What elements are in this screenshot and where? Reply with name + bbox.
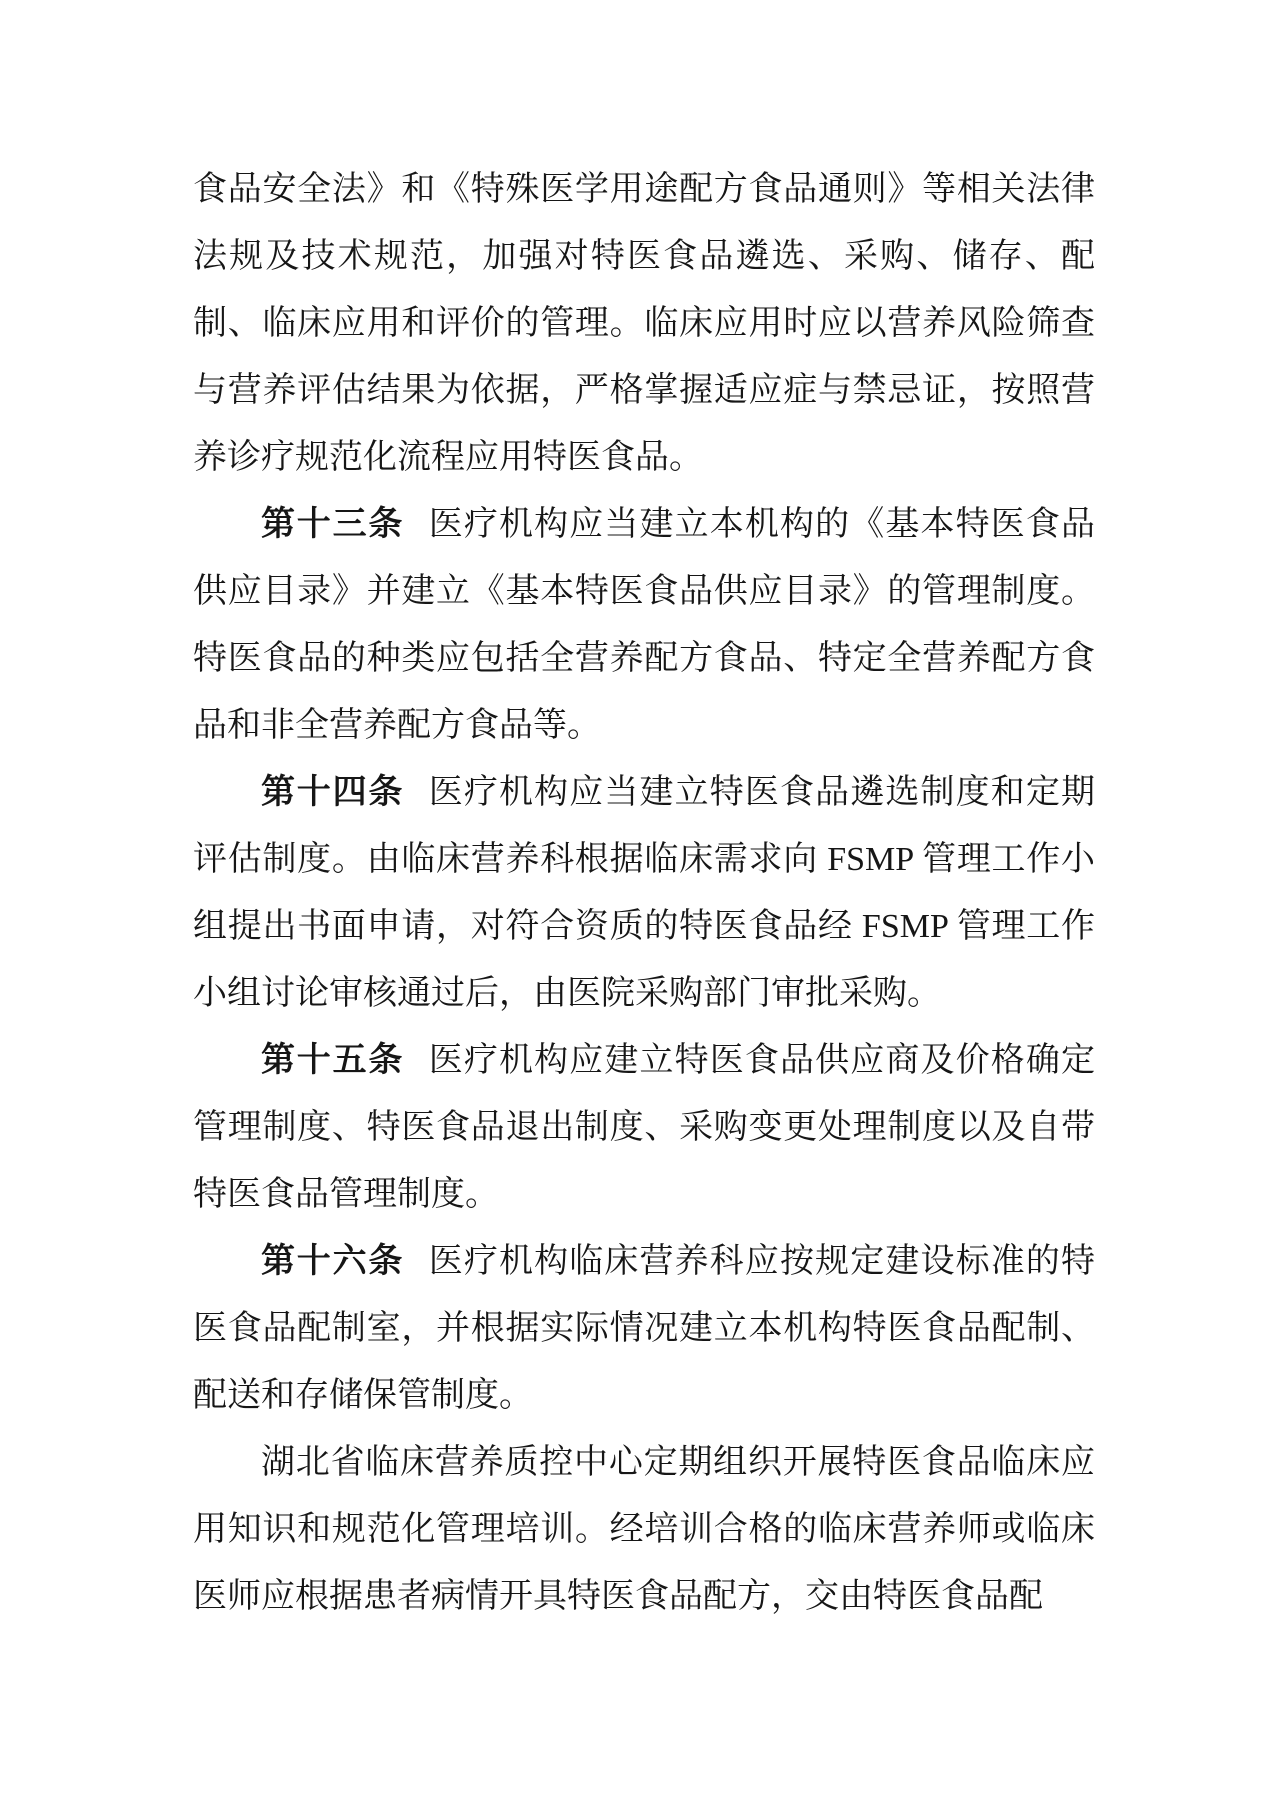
- paragraph-text: 医疗机构应建立特医食品供应商及价格确定管理制度、特医食品退出制度、采购变更处理制度以及自带特医食品管理制度。: [193, 1042, 1095, 1213]
- article-number-heading: 第十六条: [261, 1242, 405, 1280]
- paragraph-text: 食品安全法》和《特殊医学用途配方食品通则》等相关法律法规及技术规范，加强对特医食品遴选、采购、储存、配制、临床应用和评价的管理。临床应用时应以营养风险筛查与营养评估结果为依据，严格掌握适应症与禁忌证，按照营养诊疗规范化流程应用特医食品。: [193, 171, 1095, 476]
- paragraph-text: 湖北省临床营养质控中心定期组织开展特医食品临床应用知识和规范化管理培训。经培训合格的临床营养师或临床医师应根据患者病情开具特医食品配方，交由特医食品配: [193, 1444, 1095, 1615]
- paragraph-text: 医疗机构应当建立特医食品遴选制度和定期评估制度。由临床营养科根据临床需求向 FSMP 管理工作小组提出书面申请，对符合资质的特医食品经 FSMP 管理工作小组讨论审核通过后，由医院采购部门审批采购。: [193, 774, 1095, 1012]
- paragraph-text: 医疗机构应当建立本机构的《基本特医食品供应目录》并建立《基本特医食品供应目录》的管理制度。特医食品的种类应包括全营养配方食品、特定全营养配方食品和非全营养配方食品等。: [193, 506, 1095, 744]
- paragraph: [193, 1027, 1095, 1228]
- paragraph: [193, 1228, 1095, 1429]
- paragraph-text: 医疗机构临床营养科应按规定建设标准的特医食品配制室，并根据实际情况建立本机构特医食品配制、配送和存储保管制度。: [193, 1243, 1095, 1414]
- paragraph: [193, 156, 1095, 491]
- paragraph: [193, 1429, 1095, 1630]
- document-body: [193, 156, 1095, 1630]
- paragraph: [193, 759, 1095, 1027]
- paragraph: [193, 491, 1095, 759]
- article-number-heading: 第十四条: [261, 773, 405, 811]
- article-number-heading: 第十五条: [261, 1041, 405, 1079]
- article-number-heading: 第十三条: [261, 505, 405, 543]
